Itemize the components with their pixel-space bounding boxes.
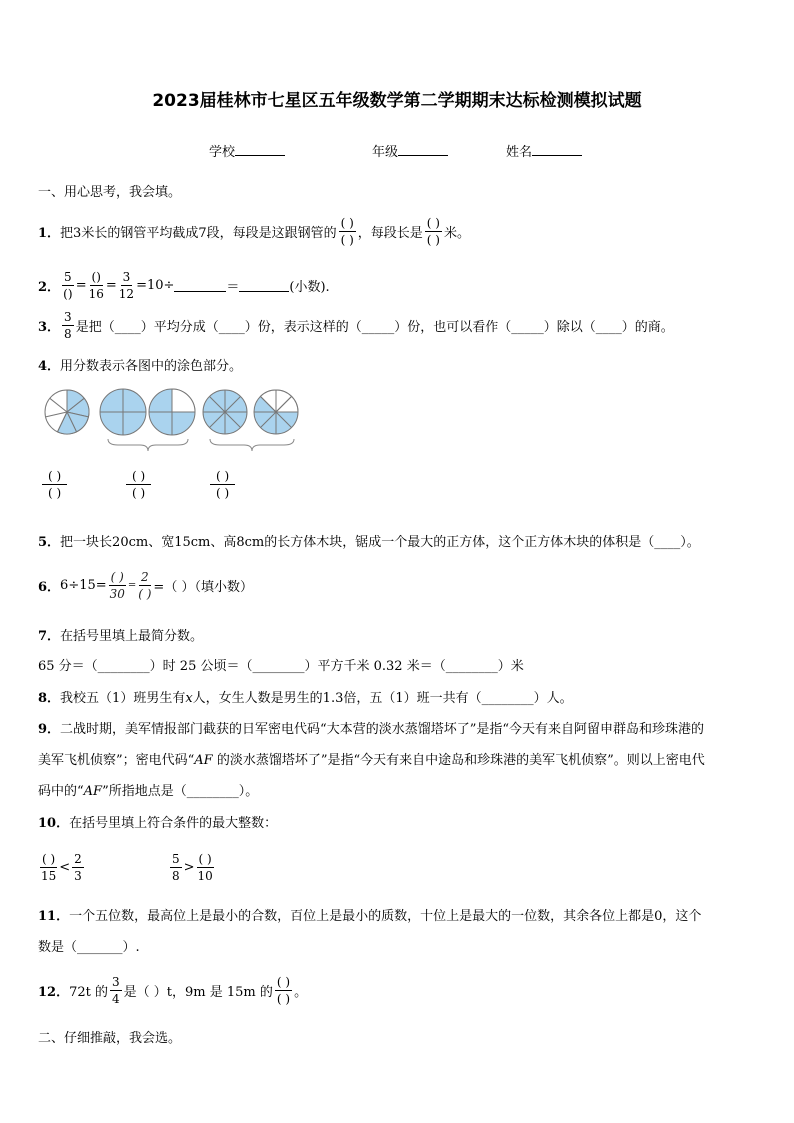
- question-9: 9．二战时期，美军情报部门截获的日军密电代码“大本营的淡水蒸馏塔坏了”是指“今天有来自阿留申群岛和珍珠港的: [38, 722, 704, 737]
- question-8: 8．我校五（1）班男生有x人，女生人数是男生的1.3倍，五（1）班一共有（________）人。: [38, 691, 573, 706]
- question-12: 12． 72t 的 $\frac{3}{4}$ 是（ ）t，9m 是 15m 的 $\frac{( )}{( )}$ 。: [38, 974, 308, 1006]
- fraction-blank[interactable]: $\frac{( )}{( )}$: [426, 215, 440, 247]
- question-7: 7．在括号里填上最简分数。: [38, 629, 204, 644]
- question-1: 1． 把3米长的钢管平均截成7段，每段是这跟钢管的 $\frac{( )}{( )}$ ，每段长是 $\frac{( )}{( )}$ 米。: [38, 215, 470, 247]
- circle-quarters-full: [100, 389, 146, 435]
- answer-blank[interactable]: [239, 279, 289, 292]
- circle-quarters-partial: [149, 389, 195, 435]
- shaded-circles-figure: [40, 385, 302, 455]
- question-3: 3． $\frac{3}{8}$ 是把（____）平均分成（____）份，表示这样的（_____）份，也可以看作（_____）除以（____）的商。: [38, 309, 674, 341]
- brace-icon: [108, 439, 188, 451]
- circle-eighths-full: [203, 390, 247, 434]
- question-9-line-2: 美军飞机侦察”；密电代码“AF 的淡水蒸馏塔坏了”是指“今天有来自中途岛和珍珠港的美军飞机侦察”。则以上密电代: [38, 753, 705, 768]
- section-heading-1: 一、用心思考，我会填。: [38, 185, 182, 200]
- circle-eighths-partial: [254, 390, 298, 434]
- question-4: 4．用分数表示各图中的涂色部分。: [38, 359, 243, 374]
- page-title: 2023届桂林市七星区五年级数学第二学期期末达标检测模拟试题: [152, 91, 642, 111]
- question-9-line-3: 码中的“AF”所指地点是（________）。: [38, 784, 259, 799]
- question-7-blanks[interactable]: 65 分＝（________）时 25 公顷＝（________）平方千米 0.32 米＝（________）米: [38, 659, 524, 674]
- answer-blank[interactable]: [174, 279, 226, 292]
- question-10-inequality-2[interactable]: $\frac{5}{8}$ > $\frac{( )}{10}$: [172, 851, 213, 883]
- q4-answer-1[interactable]: $\frac{( )}{( )}$: [40, 470, 69, 499]
- brace-icon: [210, 439, 294, 451]
- name-label: 姓名: [506, 145, 533, 160]
- question-11: 11．一个五位数，最高位上是最小的合数，百位上是最小的质数，十位上是最大的一位数，其余各位上都是0，这个: [38, 909, 702, 924]
- question-6: 6． 6÷15= $\frac{( )}{30}$ = $\frac{2}{( )}$ =（ ）（填小数）: [38, 569, 253, 601]
- school-field[interactable]: [209, 141, 285, 160]
- fraction-blank[interactable]: $\frac{( )}{( )}$: [276, 974, 291, 1006]
- circle-sevenths: [45, 390, 89, 434]
- grade-field[interactable]: [372, 141, 448, 160]
- q4-answer-3[interactable]: $\frac{( )}{( )}$: [208, 470, 237, 499]
- q4-answer-2[interactable]: $\frac{( )}{( )}$: [124, 470, 153, 499]
- question-11-line-2[interactable]: 数是（_______）.: [38, 940, 140, 955]
- question-10-inequality-1[interactable]: $\frac{( )}{15}$ < $\frac{2}{3}$: [40, 851, 82, 883]
- grade-label: 年级: [372, 145, 399, 160]
- name-field[interactable]: [506, 141, 582, 160]
- school-label: 学校: [209, 145, 236, 160]
- fraction-blank[interactable]: $\frac{( )}{( )}$: [340, 215, 354, 247]
- section-heading-2: 二、仔细推敲，我会选。: [38, 1031, 182, 1046]
- question-5: 5．把一块长20cm、宽15cm、高8cm的长方体木块，锯成一个最大的正方体，这个正方体木块的体积是（____）。: [38, 535, 700, 550]
- question-2: 2． $\frac{5}{()}$ = $\frac{()}{16}$ = $\frac{3}{12}$ =10÷ ＝ (小数).: [38, 269, 330, 301]
- question-10: 10．在括号里填上符合条件的最大整数：: [38, 816, 278, 831]
